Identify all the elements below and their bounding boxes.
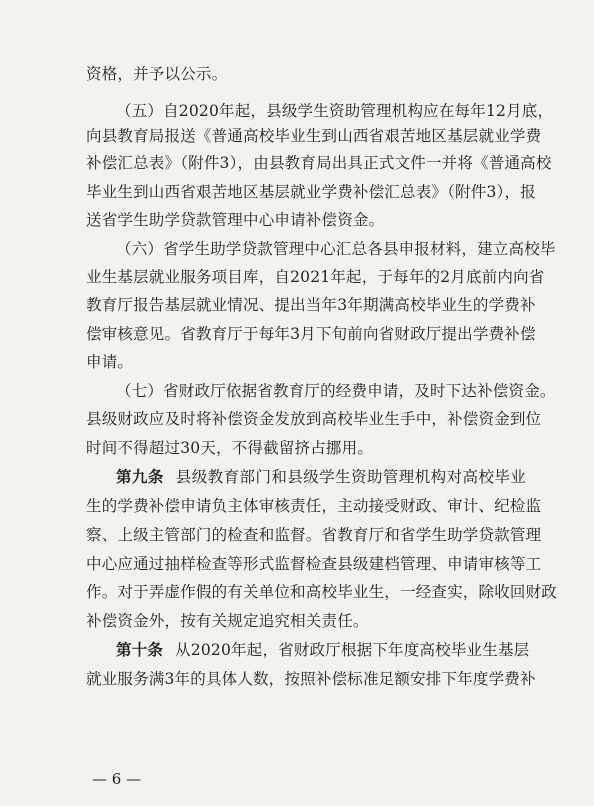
text-line: 申请。	[86, 353, 134, 371]
text-line: 察、上级主管部门的检查和监督。省教育厅和省学生助学贷款管理	[86, 526, 542, 544]
text-line: 中心应通过抽样检查等形式监督检查县级建档管理、申请审核等工	[86, 555, 542, 573]
text-line: 就业服务满3年的具体人数，按照补偿标准足额安排下年度学费补	[86, 670, 536, 688]
page-number: — 6 —	[92, 770, 142, 788]
article-9-first-line	[116, 465, 526, 487]
text-line: （七）省财政厅依据省教育厅的经费申请，及时下达补偿资金。	[116, 382, 556, 400]
article-10-first-line	[116, 638, 530, 660]
text-line: 补偿资金外，按有关规定追究相关责任。	[86, 612, 369, 630]
text-line: （六）省学生助学贷款管理中心汇总各县申报材料，建立高校毕	[116, 240, 556, 258]
text-line: 生的学费补偿申请负主体审核责任，主动接受财政、审计、纪检监	[86, 497, 542, 515]
text-line: 从2020年起，省财政厅根据下年度高校毕业生基层	[175, 641, 530, 659]
text-line: 时间不得超过30天，不得截留挤占挪用。	[86, 439, 374, 457]
text-line: 作。对于弄虚作假的有关单位和高校毕业生，一经查实，除收回财政	[86, 583, 558, 601]
text-line: 向县教育局报送《普通高校毕业生到山西省艰苦地区基层就业学费	[86, 127, 542, 145]
text-line: 县级财政应及时将补偿资金发放到高校毕业生手中，补偿资金到位	[86, 410, 542, 428]
text-line: 资格，并予以公示。	[86, 65, 228, 83]
text-line: 县级教育部门和县级学生资助管理机构对高校毕业	[175, 468, 526, 486]
text-line: 毕业生到山西省艰苦地区基层就业学费补偿汇总表》（附件3），报	[86, 183, 536, 201]
text-line: （五）自2020年起，县级学生资助管理机构应在每年12月底，	[116, 102, 554, 120]
article-9-label: 第九条	[116, 468, 164, 486]
text-line: 补偿汇总表》（附件3），由县教育局出具正式文件一并将《普通高校	[86, 154, 552, 172]
article-10-label: 第十条	[116, 641, 164, 659]
text-line: 偿审核意见。省教育厅于每年3月下旬前向省财政厅提出学费补偿	[86, 325, 536, 343]
text-line: 业生基层就业服务项目库，自2021年起，于每年的2月底前内向省	[86, 268, 545, 286]
text-line: 教育厅报告基层就业情况、提出当年3年期满高校毕业生的学费补	[86, 296, 536, 314]
text-line: 送省学生助学贷款管理中心申请补偿资金。	[86, 211, 385, 229]
